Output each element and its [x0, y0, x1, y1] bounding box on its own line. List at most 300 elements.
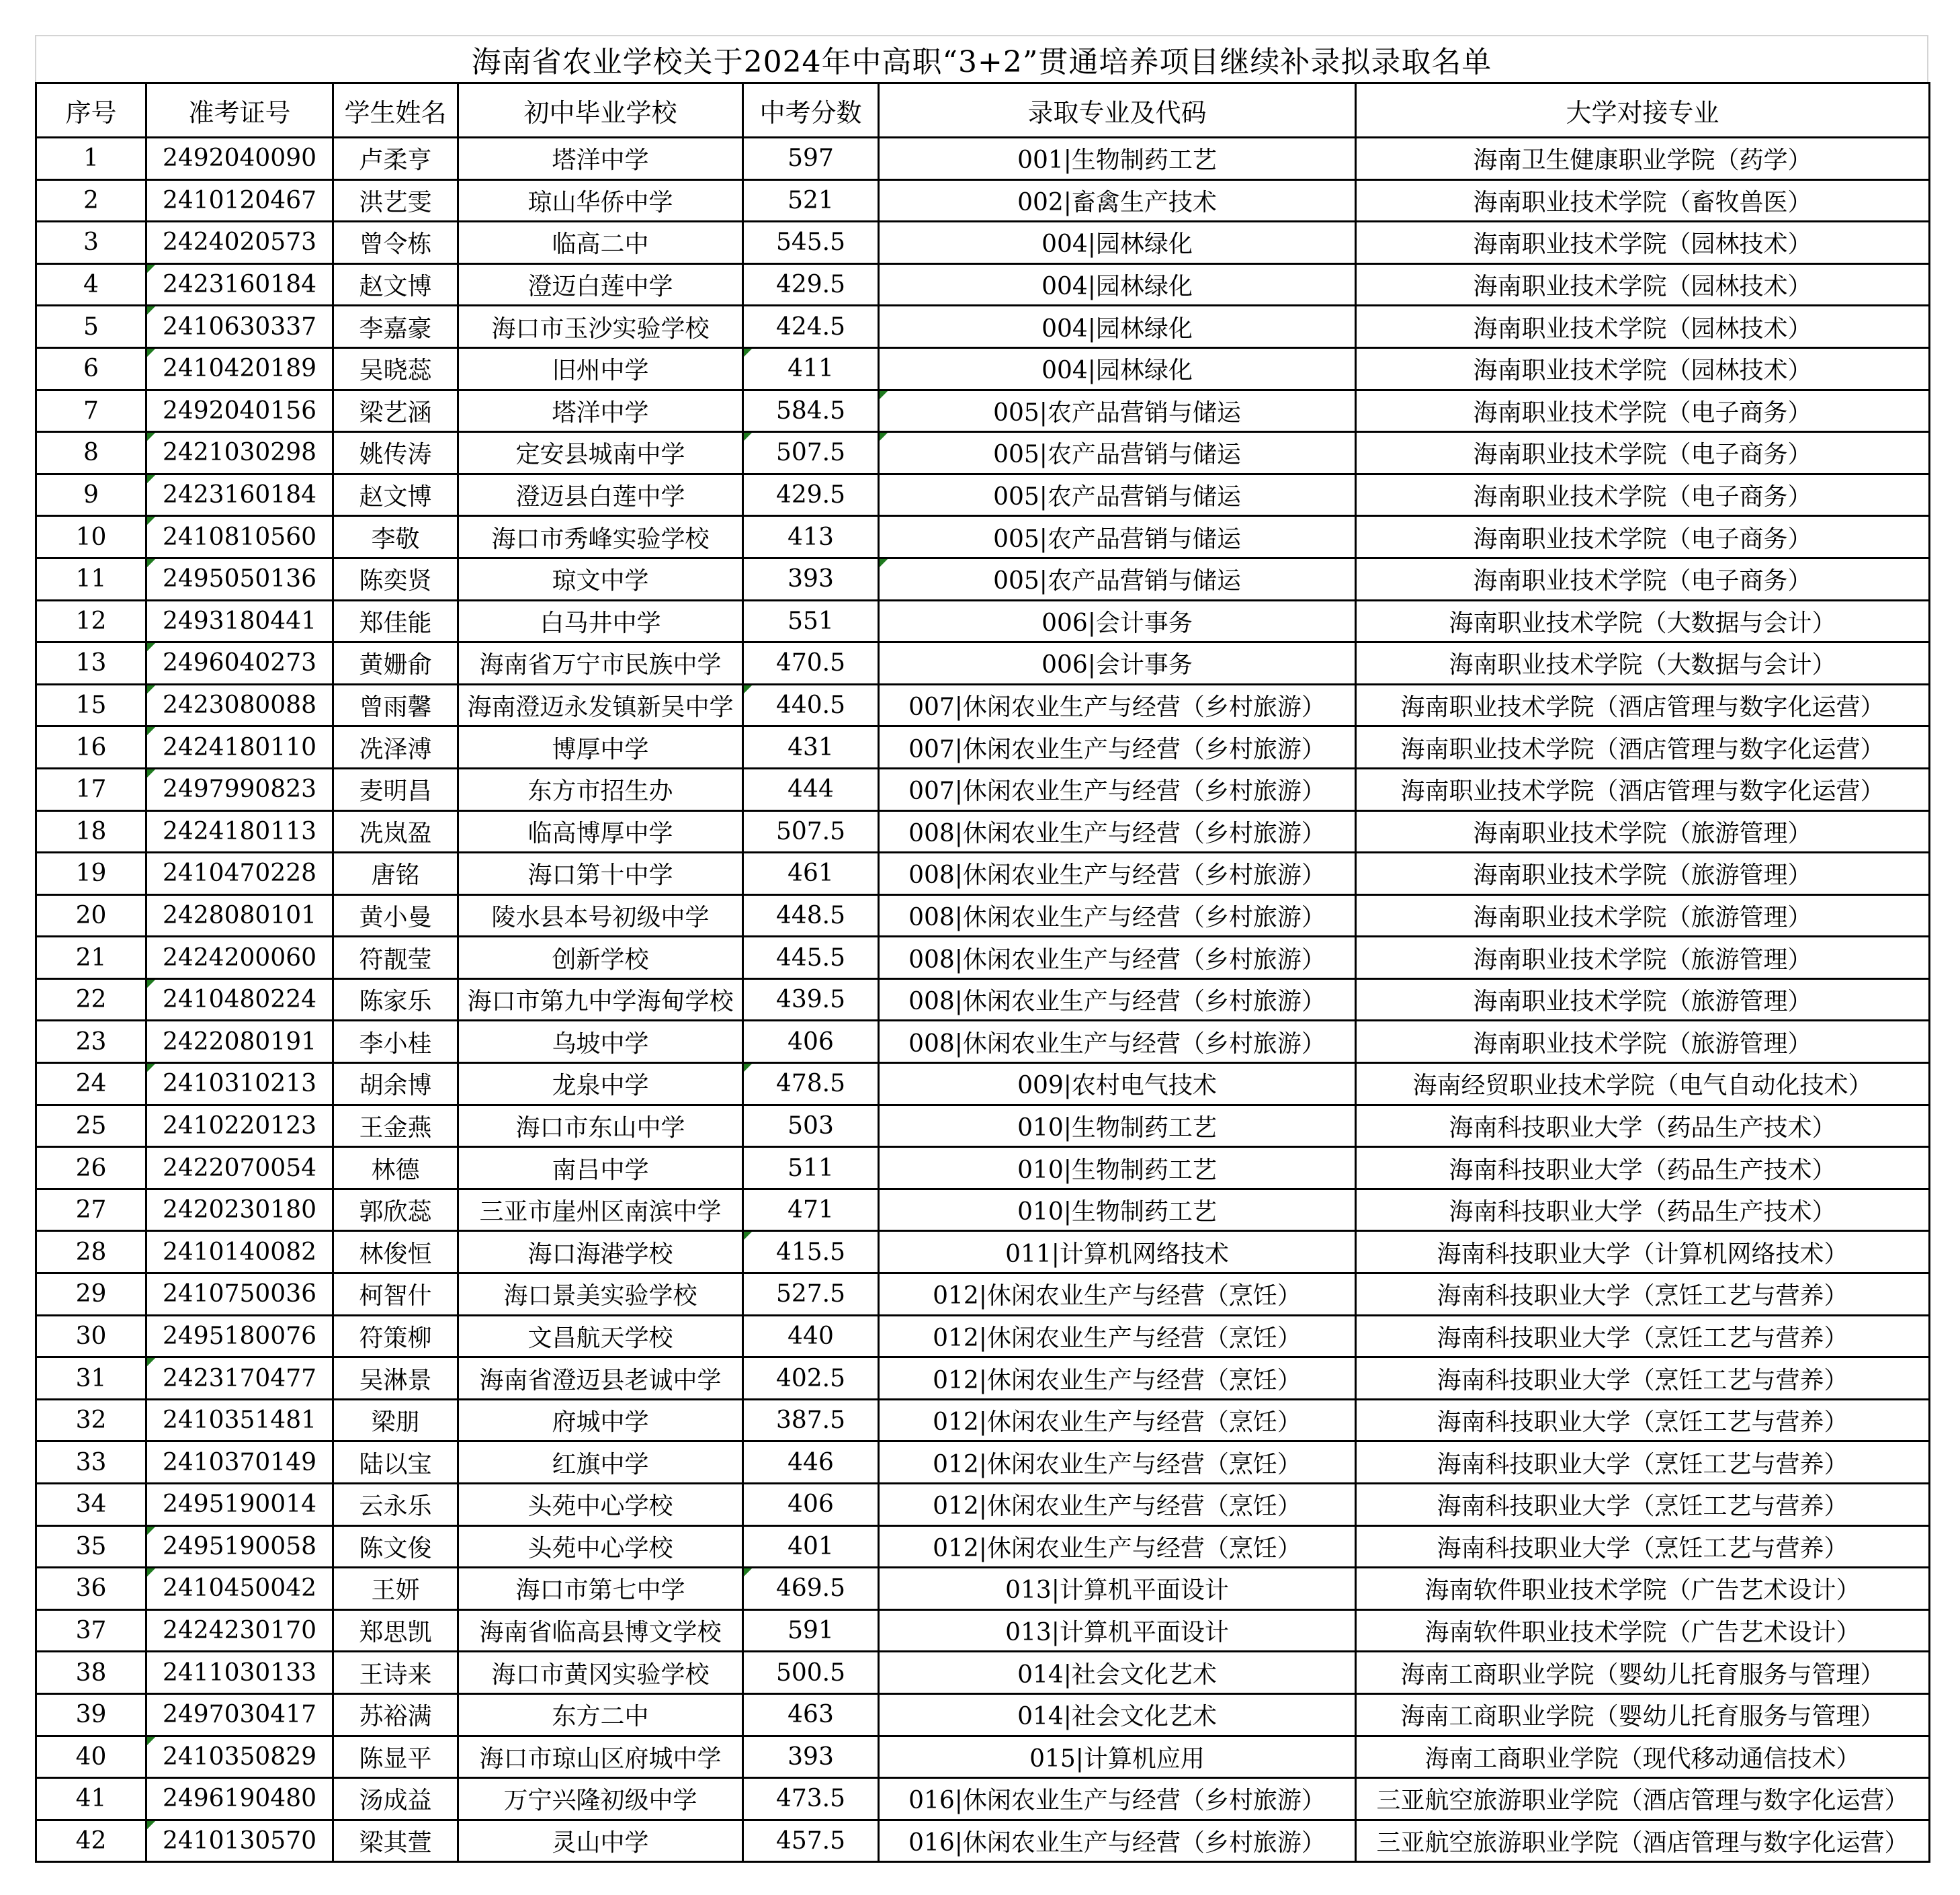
major-code-cell: 009|农村电气技术	[879, 1063, 1356, 1105]
student-name-cell: 洪艺雯	[333, 179, 458, 222]
seq-cell: 34	[36, 1484, 146, 1526]
major-code-cell: 016|休闲农业生产与经营（乡村旅游）	[879, 1820, 1356, 1862]
exam-score-cell: 415.5	[743, 1231, 879, 1273]
exam-id-cell: 2421030298	[146, 432, 333, 474]
exam-id-cell: 2492040090	[146, 138, 333, 180]
student-name-cell: 陈奕贤	[333, 558, 458, 600]
major-code-cell: 014|社会文化艺术	[879, 1693, 1356, 1736]
table-row	[36, 516, 1930, 558]
exam-id-cell: 2423160184	[146, 474, 333, 516]
middle-school-cell: 白马井中学	[458, 600, 743, 642]
student-name-cell: 林俊恒	[333, 1231, 458, 1273]
university-major-cell: 海南职业技术学院（园林技术）	[1356, 347, 1930, 390]
table-row	[36, 1736, 1930, 1778]
seq-cell: 4	[36, 263, 146, 306]
exam-id-cell: 2495180076	[146, 1315, 333, 1357]
exam-score-cell: 401	[743, 1525, 879, 1568]
table-row	[36, 1652, 1930, 1694]
seq-cell: 10	[36, 516, 146, 558]
middle-school-cell: 海口第十中学	[458, 853, 743, 895]
seq-cell: 41	[36, 1778, 146, 1820]
table-row	[36, 1484, 1930, 1526]
exam-score-cell: 584.5	[743, 390, 879, 432]
student-name-cell: 胡余博	[333, 1063, 458, 1105]
student-name-cell: 王金燕	[333, 1105, 458, 1147]
table-row	[36, 347, 1930, 390]
major-code-cell: 012|休闲农业生产与经营（烹饪）	[879, 1399, 1356, 1441]
exam-id-cell: 2497030417	[146, 1693, 333, 1736]
university-major-cell: 海南职业技术学院（旅游管理）	[1356, 894, 1930, 937]
middle-school-cell: 海口市第七中学	[458, 1568, 743, 1610]
seq-cell: 20	[36, 894, 146, 937]
major-code-cell: 008|休闲农业生产与经营（乡村旅游）	[879, 978, 1356, 1021]
seq-cell: 37	[36, 1609, 146, 1652]
student-name-cell: 麦明昌	[333, 768, 458, 810]
seq-cell: 16	[36, 726, 146, 769]
exam-id-cell: 2410370149	[146, 1441, 333, 1484]
university-major-cell: 海南科技职业大学（烹饪工艺与营养）	[1356, 1315, 1930, 1357]
exam-score-cell: 551	[743, 600, 879, 642]
table-row	[36, 853, 1930, 895]
exam-id-cell: 2495050136	[146, 558, 333, 600]
exam-score-cell: 411	[743, 347, 879, 390]
student-name-cell: 黄姗俞	[333, 642, 458, 685]
exam-score-cell: 478.5	[743, 1063, 879, 1105]
table-row	[36, 894, 1930, 937]
middle-school-cell: 文昌航天学校	[458, 1315, 743, 1357]
student-name-cell: 云永乐	[333, 1484, 458, 1526]
table-row	[36, 263, 1930, 306]
exam-score-cell: 457.5	[743, 1820, 879, 1862]
seq-cell: 40	[36, 1736, 146, 1778]
exam-score-cell: 444	[743, 768, 879, 810]
middle-school-cell: 创新学校	[458, 937, 743, 979]
seq-cell: 3	[36, 222, 146, 264]
middle-school-cell: 东方市招生办	[458, 768, 743, 810]
student-name-cell: 李小桂	[333, 1021, 458, 1063]
seq-cell: 32	[36, 1399, 146, 1441]
exam-score-cell: 440	[743, 1315, 879, 1357]
exam-score-cell: 439.5	[743, 978, 879, 1021]
middle-school-cell: 海口市玉沙实验学校	[458, 306, 743, 348]
middle-school-cell: 乌坡中学	[458, 1021, 743, 1063]
university-major-cell: 海南职业技术学院（大数据与会计）	[1356, 642, 1930, 685]
table-row	[36, 1399, 1930, 1441]
university-major-cell: 海南科技职业大学（药品生产技术）	[1356, 1105, 1930, 1147]
middle-school-cell: 临高博厚中学	[458, 810, 743, 853]
exam-id-cell: 2410480224	[146, 978, 333, 1021]
admission-table	[35, 82, 1930, 1863]
major-code-cell: 005|农产品营销与储运	[879, 516, 1356, 558]
exam-id-cell: 2492040156	[146, 390, 333, 432]
seq-cell: 23	[36, 1021, 146, 1063]
student-name-cell: 李敬	[333, 516, 458, 558]
exam-id-cell: 2410630337	[146, 306, 333, 348]
exam-score-cell: 591	[743, 1609, 879, 1652]
exam-id-cell: 2496190480	[146, 1778, 333, 1820]
university-major-cell: 海南科技职业大学（烹饪工艺与营养）	[1356, 1273, 1930, 1316]
middle-school-cell: 博厚中学	[458, 726, 743, 769]
university-major-cell: 海南科技职业大学（烹饪工艺与营养）	[1356, 1484, 1930, 1526]
major-code-cell: 008|休闲农业生产与经营（乡村旅游）	[879, 937, 1356, 979]
seq-cell: 7	[36, 390, 146, 432]
exam-id-cell: 2423080088	[146, 684, 333, 726]
table-row	[36, 1315, 1930, 1357]
exam-id-cell: 2496040273	[146, 642, 333, 685]
university-major-cell: 海南工商职业学院（现代移动通信技术）	[1356, 1736, 1930, 1778]
exam-score-cell: 507.5	[743, 432, 879, 474]
middle-school-cell: 头苑中心学校	[458, 1525, 743, 1568]
university-major-cell: 海南科技职业大学（烹饪工艺与营养）	[1356, 1399, 1930, 1441]
seq-cell: 2	[36, 179, 146, 222]
university-major-cell: 海南职业技术学院（电子商务）	[1356, 390, 1930, 432]
university-major-cell: 海南软件职业技术学院（广告艺术设计）	[1356, 1609, 1930, 1652]
major-code-cell: 007|休闲农业生产与经营（乡村旅游）	[879, 768, 1356, 810]
student-name-cell: 黄小曼	[333, 894, 458, 937]
table-row	[36, 600, 1930, 642]
middle-school-cell: 海南省临高县博文学校	[458, 1609, 743, 1652]
exam-id-cell: 2423160184	[146, 263, 333, 306]
exam-id-cell: 2424230170	[146, 1609, 333, 1652]
col-header-exam-id: 准考证号	[146, 83, 333, 138]
exam-score-cell: 527.5	[743, 1273, 879, 1316]
university-major-cell: 海南职业技术学院（电子商务）	[1356, 432, 1930, 474]
student-name-cell: 郑思凯	[333, 1609, 458, 1652]
exam-score-cell: 413	[743, 516, 879, 558]
seq-cell: 9	[36, 474, 146, 516]
university-major-cell: 海南职业技术学院（大数据与会计）	[1356, 600, 1930, 642]
exam-id-cell: 2410351481	[146, 1399, 333, 1441]
exam-id-cell: 2410450042	[146, 1568, 333, 1610]
university-major-cell: 海南职业技术学院（电子商务）	[1356, 516, 1930, 558]
seq-cell: 13	[36, 642, 146, 685]
exam-score-cell: 500.5	[743, 1652, 879, 1694]
seq-cell: 27	[36, 1189, 146, 1231]
middle-school-cell: 万宁兴隆初级中学	[458, 1778, 743, 1820]
university-major-cell: 海南职业技术学院（酒店管理与数字化运营）	[1356, 684, 1930, 726]
exam-score-cell: 521	[743, 179, 879, 222]
middle-school-cell: 南吕中学	[458, 1147, 743, 1189]
student-name-cell: 姚传涛	[333, 432, 458, 474]
middle-school-cell: 旧州中学	[458, 347, 743, 390]
exam-score-cell: 470.5	[743, 642, 879, 685]
student-name-cell: 林德	[333, 1147, 458, 1189]
document-title: 海南省农业学校关于2024年中高职“3+2”贯通培养项目继续补录拟录取名单	[35, 35, 1928, 82]
seq-cell: 5	[36, 306, 146, 348]
exam-score-cell: 471	[743, 1189, 879, 1231]
student-name-cell: 符靓莹	[333, 937, 458, 979]
seq-cell: 8	[36, 432, 146, 474]
table-row	[36, 390, 1930, 432]
middle-school-cell: 塔洋中学	[458, 390, 743, 432]
major-code-cell: 010|生物制药工艺	[879, 1105, 1356, 1147]
university-major-cell: 海南职业技术学院（酒店管理与数字化运营）	[1356, 768, 1930, 810]
table-row	[36, 1357, 1930, 1400]
major-code-cell: 007|休闲农业生产与经营（乡村旅游）	[879, 684, 1356, 726]
exam-id-cell: 2410310213	[146, 1063, 333, 1105]
university-major-cell: 海南工商职业学院（婴幼儿托育服务与管理）	[1356, 1693, 1930, 1736]
col-header-seq: 序号	[36, 83, 146, 138]
student-name-cell: 陈家乐	[333, 978, 458, 1021]
seq-cell: 24	[36, 1063, 146, 1105]
exam-score-cell: 429.5	[743, 263, 879, 306]
major-code-cell: 005|农产品营销与储运	[879, 558, 1356, 600]
table-row	[36, 1609, 1930, 1652]
exam-id-cell: 2424180113	[146, 810, 333, 853]
middle-school-cell: 临高二中	[458, 222, 743, 264]
university-major-cell: 三亚航空旅游职业学院（酒店管理与数字化运营）	[1356, 1778, 1930, 1820]
table-row	[36, 306, 1930, 348]
seq-cell: 22	[36, 978, 146, 1021]
university-major-cell: 海南职业技术学院（园林技术）	[1356, 263, 1930, 306]
middle-school-cell: 海南澄迈永发镇新吴中学	[458, 684, 743, 726]
middle-school-cell: 海口市秀峰实验学校	[458, 516, 743, 558]
middle-school-cell: 澄迈白莲中学	[458, 263, 743, 306]
university-major-cell: 海南软件职业技术学院（广告艺术设计）	[1356, 1568, 1930, 1610]
table-row	[36, 1441, 1930, 1484]
exam-id-cell: 2493180441	[146, 600, 333, 642]
middle-school-cell: 海口景美实验学校	[458, 1273, 743, 1316]
col-header-student-name: 学生姓名	[333, 83, 458, 138]
university-major-cell: 海南职业技术学院（旅游管理）	[1356, 937, 1930, 979]
university-major-cell: 海南职业技术学院（园林技术）	[1356, 222, 1930, 264]
university-major-cell: 海南科技职业大学（烹饪工艺与营养）	[1356, 1441, 1930, 1484]
exam-score-cell: 429.5	[743, 474, 879, 516]
seq-cell: 33	[36, 1441, 146, 1484]
university-major-cell: 海南职业技术学院（电子商务）	[1356, 558, 1930, 600]
table-row	[36, 937, 1930, 979]
student-name-cell: 苏裕满	[333, 1693, 458, 1736]
exam-id-cell: 2424180110	[146, 726, 333, 769]
exam-id-cell: 2495190014	[146, 1484, 333, 1526]
student-name-cell: 曾雨馨	[333, 684, 458, 726]
exam-id-cell: 2424020573	[146, 222, 333, 264]
exam-score-cell: 461	[743, 853, 879, 895]
table-header-row	[36, 83, 1930, 138]
table-body	[36, 138, 1930, 1862]
exam-score-cell: 431	[743, 726, 879, 769]
student-name-cell: 唐铭	[333, 853, 458, 895]
col-header-exam-score: 中考分数	[743, 83, 879, 138]
seq-cell: 38	[36, 1652, 146, 1694]
student-name-cell: 李嘉豪	[333, 306, 458, 348]
student-name-cell: 冼泽溥	[333, 726, 458, 769]
seq-cell: 42	[36, 1820, 146, 1862]
table-row	[36, 1525, 1930, 1568]
major-code-cell: 012|休闲农业生产与经营（烹饪）	[879, 1525, 1356, 1568]
major-code-cell: 005|农产品营销与储运	[879, 390, 1356, 432]
middle-school-cell: 红旗中学	[458, 1441, 743, 1484]
table-row	[36, 558, 1930, 600]
major-code-cell: 002|畜禽生产技术	[879, 179, 1356, 222]
exam-id-cell: 2410750036	[146, 1273, 333, 1316]
major-code-cell: 008|休闲农业生产与经营（乡村旅游）	[879, 853, 1356, 895]
major-code-cell: 012|休闲农业生产与经营（烹饪）	[879, 1357, 1356, 1400]
exam-id-cell: 2424200060	[146, 937, 333, 979]
university-major-cell: 海南科技职业大学（药品生产技术）	[1356, 1189, 1930, 1231]
student-name-cell: 赵文博	[333, 474, 458, 516]
university-major-cell: 海南职业技术学院（旅游管理）	[1356, 853, 1930, 895]
exam-score-cell: 406	[743, 1484, 879, 1526]
student-name-cell: 陆以宝	[333, 1441, 458, 1484]
table-row	[36, 1189, 1930, 1231]
exam-score-cell: 446	[743, 1441, 879, 1484]
middle-school-cell: 三亚市崖州区南滨中学	[458, 1189, 743, 1231]
table-row	[36, 474, 1930, 516]
middle-school-cell: 龙泉中学	[458, 1063, 743, 1105]
table-row	[36, 978, 1930, 1021]
university-major-cell: 海南职业技术学院（电子商务）	[1356, 474, 1930, 516]
university-major-cell: 海南职业技术学院（旅游管理）	[1356, 1021, 1930, 1063]
seq-cell: 31	[36, 1357, 146, 1400]
middle-school-cell: 塔洋中学	[458, 138, 743, 180]
exam-id-cell: 2410220123	[146, 1105, 333, 1147]
seq-cell: 26	[36, 1147, 146, 1189]
major-code-cell: 012|休闲农业生产与经营（烹饪）	[879, 1273, 1356, 1316]
exam-id-cell: 2422080191	[146, 1021, 333, 1063]
admission-list-sheet	[35, 35, 1928, 1863]
table-row	[36, 642, 1930, 685]
exam-score-cell: 445.5	[743, 937, 879, 979]
university-major-cell: 海南科技职业大学（烹饪工艺与营养）	[1356, 1525, 1930, 1568]
university-major-cell: 三亚航空旅游职业学院（酒店管理与数字化运营）	[1356, 1820, 1930, 1862]
student-name-cell: 柯智什	[333, 1273, 458, 1316]
major-code-cell: 005|农产品营销与储运	[879, 474, 1356, 516]
table-row	[36, 810, 1930, 853]
major-code-cell: 010|生物制药工艺	[879, 1147, 1356, 1189]
major-code-cell: 016|休闲农业生产与经营（乡村旅游）	[879, 1778, 1356, 1820]
student-name-cell: 卢柔亨	[333, 138, 458, 180]
exam-id-cell: 2410140082	[146, 1231, 333, 1273]
student-name-cell: 陈文俊	[333, 1525, 458, 1568]
university-major-cell: 海南科技职业大学（药品生产技术）	[1356, 1147, 1930, 1189]
student-name-cell: 吴淋景	[333, 1357, 458, 1400]
seq-cell: 39	[36, 1693, 146, 1736]
student-name-cell: 冼岚盈	[333, 810, 458, 853]
major-code-cell: 008|休闲农业生产与经营（乡村旅游）	[879, 894, 1356, 937]
exam-id-cell: 2410420189	[146, 347, 333, 390]
seq-cell: 29	[36, 1273, 146, 1316]
table-row	[36, 768, 1930, 810]
university-major-cell: 海南科技职业大学（烹饪工艺与营养）	[1356, 1357, 1930, 1400]
student-name-cell: 梁其萱	[333, 1820, 458, 1862]
table-row	[36, 684, 1930, 726]
major-code-cell: 011|计算机网络技术	[879, 1231, 1356, 1273]
exam-score-cell: 507.5	[743, 810, 879, 853]
table-row	[36, 1105, 1930, 1147]
table-row	[36, 1273, 1930, 1316]
table-row	[36, 1693, 1930, 1736]
major-code-cell: 004|园林绿化	[879, 347, 1356, 390]
major-code-cell: 010|生物制药工艺	[879, 1189, 1356, 1231]
exam-score-cell: 463	[743, 1693, 879, 1736]
student-name-cell: 赵文博	[333, 263, 458, 306]
table-row	[36, 432, 1930, 474]
student-name-cell: 吴晓蕊	[333, 347, 458, 390]
seq-cell: 12	[36, 600, 146, 642]
exam-id-cell: 2410120467	[146, 179, 333, 222]
major-code-cell: 004|园林绿化	[879, 222, 1356, 264]
table-row	[36, 1820, 1930, 1862]
exam-id-cell: 2410470228	[146, 853, 333, 895]
exam-id-cell: 2495190058	[146, 1525, 333, 1568]
seq-cell: 1	[36, 138, 146, 180]
major-code-cell: 012|休闲农业生产与经营（烹饪）	[879, 1484, 1356, 1526]
exam-score-cell: 387.5	[743, 1399, 879, 1441]
major-code-cell: 012|休闲农业生产与经营（烹饪）	[879, 1441, 1356, 1484]
student-name-cell: 郭欣蕊	[333, 1189, 458, 1231]
major-code-cell: 008|休闲农业生产与经营（乡村旅游）	[879, 810, 1356, 853]
student-name-cell: 符策柳	[333, 1315, 458, 1357]
exam-score-cell: 393	[743, 1736, 879, 1778]
seq-cell: 35	[36, 1525, 146, 1568]
seq-cell: 17	[36, 768, 146, 810]
major-code-cell: 004|园林绿化	[879, 263, 1356, 306]
table-row	[36, 1021, 1930, 1063]
table-row	[36, 222, 1930, 264]
middle-school-cell: 府城中学	[458, 1399, 743, 1441]
middle-school-cell: 定安县城南中学	[458, 432, 743, 474]
university-major-cell: 海南职业技术学院（畜牧兽医）	[1356, 179, 1930, 222]
exam-score-cell: 545.5	[743, 222, 879, 264]
major-code-cell: 008|休闲农业生产与经营（乡村旅游）	[879, 1021, 1356, 1063]
major-code-cell: 013|计算机平面设计	[879, 1568, 1356, 1610]
seq-cell: 15	[36, 684, 146, 726]
university-major-cell: 海南职业技术学院（旅游管理）	[1356, 978, 1930, 1021]
major-code-cell: 013|计算机平面设计	[879, 1609, 1356, 1652]
student-name-cell: 王诗来	[333, 1652, 458, 1694]
exam-id-cell: 2411030133	[146, 1652, 333, 1694]
seq-cell: 19	[36, 853, 146, 895]
col-header-middle-school: 初中毕业学校	[458, 83, 743, 138]
university-major-cell: 海南职业技术学院（园林技术）	[1356, 306, 1930, 348]
student-name-cell: 梁艺涵	[333, 390, 458, 432]
exam-id-cell: 2428080101	[146, 894, 333, 937]
exam-score-cell: 473.5	[743, 1778, 879, 1820]
middle-school-cell: 海南省澄迈县老诚中学	[458, 1357, 743, 1400]
table-row	[36, 1063, 1930, 1105]
col-header-major-code: 录取专业及代码	[879, 83, 1356, 138]
exam-id-cell: 2423170477	[146, 1357, 333, 1400]
exam-score-cell: 448.5	[743, 894, 879, 937]
middle-school-cell: 海口市琼山区府城中学	[458, 1736, 743, 1778]
university-major-cell: 海南工商职业学院（婴幼儿托育服务与管理）	[1356, 1652, 1930, 1694]
table-row	[36, 179, 1930, 222]
seq-cell: 11	[36, 558, 146, 600]
seq-cell: 6	[36, 347, 146, 390]
col-header-university-major: 大学对接专业	[1356, 83, 1930, 138]
university-major-cell: 海南科技职业大学（计算机网络技术）	[1356, 1231, 1930, 1273]
exam-score-cell: 393	[743, 558, 879, 600]
middle-school-cell: 琼山华侨中学	[458, 179, 743, 222]
middle-school-cell: 陵水县本号初级中学	[458, 894, 743, 937]
exam-id-cell: 2420230180	[146, 1189, 333, 1231]
student-name-cell: 王妍	[333, 1568, 458, 1610]
student-name-cell: 梁朋	[333, 1399, 458, 1441]
student-name-cell: 曾令栋	[333, 222, 458, 264]
exam-id-cell: 2410130570	[146, 1820, 333, 1862]
table-row	[36, 1568, 1930, 1610]
table-row	[36, 726, 1930, 769]
major-code-cell: 007|休闲农业生产与经营（乡村旅游）	[879, 726, 1356, 769]
major-code-cell: 014|社会文化艺术	[879, 1652, 1356, 1694]
middle-school-cell: 东方二中	[458, 1693, 743, 1736]
exam-score-cell: 406	[743, 1021, 879, 1063]
exam-score-cell: 440.5	[743, 684, 879, 726]
major-code-cell: 006|会计事务	[879, 600, 1356, 642]
middle-school-cell: 海口海港学校	[458, 1231, 743, 1273]
exam-id-cell: 2410350829	[146, 1736, 333, 1778]
